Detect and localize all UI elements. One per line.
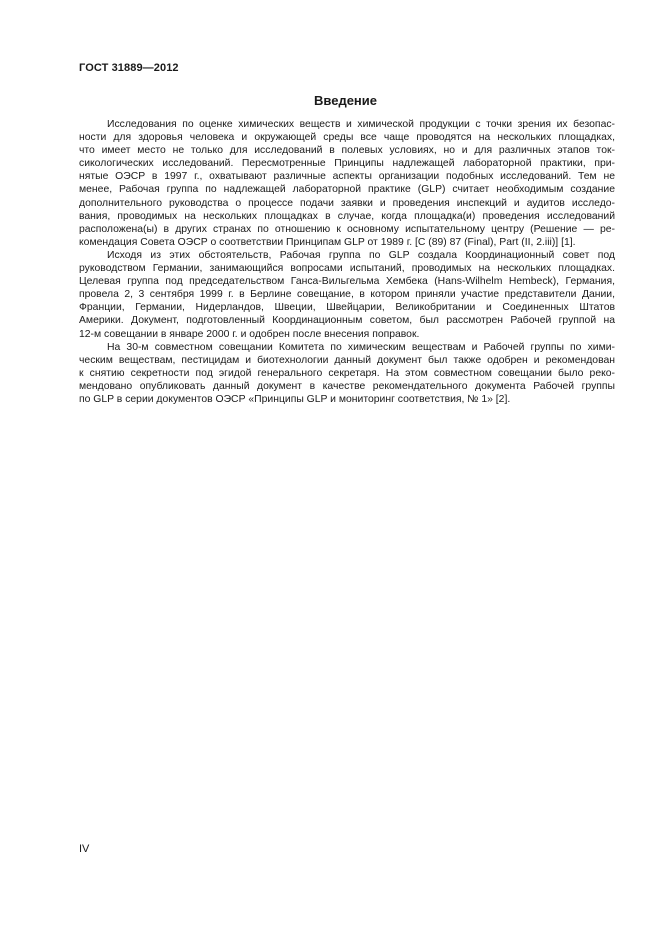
text-line: Исходя из этих обстоятельств, Рабочая группа по GLP создала Координационный совет под <box>107 249 615 261</box>
text-line: На 30-м совместном совещании Комитета по химическим веществам и Рабочей группы по хими- <box>107 341 615 353</box>
text-line: вания, проводимых на нескольких площадках в случае, когда площадка(и) проведения исследований <box>79 210 615 222</box>
paragraph <box>79 341 615 406</box>
body-text <box>79 118 615 406</box>
text-line: руководством Германии, занимающийся вопросами испытаний, проводимых на нескольких площадках. <box>79 263 615 275</box>
text-line: 12-м совещании в январе 2000 г. и одобрен после внесения поправок. <box>79 328 420 340</box>
paragraph <box>79 249 615 341</box>
text-line: Исследования по оценке химических веществ и химической продукции с точки зрения их безопас- <box>107 119 615 130</box>
text-line: ности для здоровья человека и окружающей среды все чаще проводятся на нескольких площадках, <box>79 132 615 144</box>
text-line: ческим веществам, пестицидам и биотехнологии данный документ был также одобрен и рекомендован <box>79 354 615 366</box>
text-line: расположена(ы) в других странах по отношению к основному испытательному центру (Решение — ре- <box>79 223 615 235</box>
section-title: Введение <box>314 93 377 108</box>
text-line: Франции, Германии, Нидерландов, Швеции, Швейцарии, Великобритании и Соединенных Штатов <box>79 302 615 314</box>
standard-code-header: ГОСТ 31889—2012 <box>79 62 179 74</box>
text-line: дополнительного руководства о процессе подачи заявки и проведения инспекций и аудитов исследо- <box>79 197 615 209</box>
text-line: что имеет место не только для исследований в полевых условиях, но и для различных этапов ток- <box>79 145 615 157</box>
text-line: комендация Совета ОЭСР о соответствии Принципам GLP от 1989 г. [C (89) 87 (Final), Part (II, 2.iii)] [1]. <box>79 236 576 248</box>
page-number: IV <box>79 843 90 855</box>
text-line: сикологических исследований. Пересмотренные Принципы надлежащей лабораторной практики, при- <box>79 158 615 170</box>
text-line: Америки. Документ, подготовленный Координационным советом, был рассмотрен Рабочей группой на <box>79 315 615 327</box>
text-line: провела 2, 3 сентября 1999 г. в Берлине совещание, в котором приняли участие представители Дании, <box>79 289 615 301</box>
text-line: нятые ОЭСР в 1997 г., охватывают различные аспекты организации подобных исследований. Тем не <box>79 171 615 183</box>
paragraph <box>79 118 615 249</box>
text-line: Целевая группа под председательством Ганса-Вильгельма Хембека (Hans-Wilhelm Hembeck), Германия, <box>79 276 615 288</box>
text-line: мендовано опубликовать данный документ в качестве рекомендательного документа Рабочей группы <box>79 380 615 392</box>
text-line: к снятию секретности под эгидой генерального секретаря. На этом совместном совещании было реко- <box>79 367 615 379</box>
text-line: менее, Рабочая группа по надлежащей лабораторной практике (GLP) считает необходимым создание <box>79 184 615 196</box>
text-line: по GLP в серии документов ОЭСР «Принципы GLP и мониторинг соответствия, № 1» [2]. <box>79 393 511 405</box>
